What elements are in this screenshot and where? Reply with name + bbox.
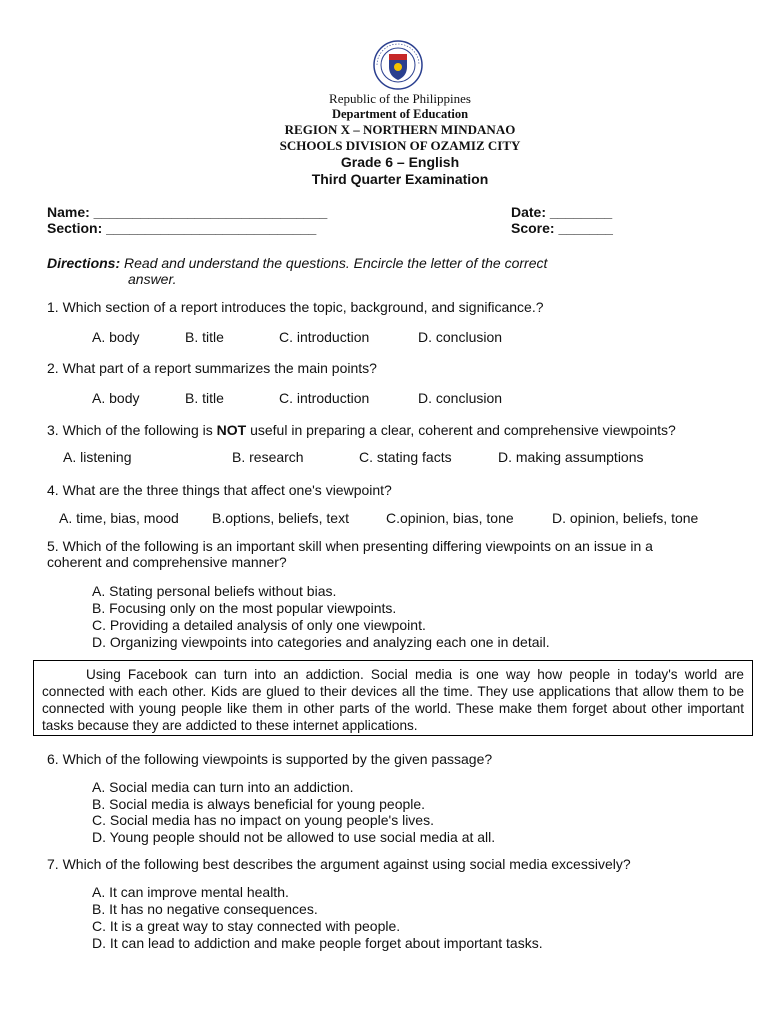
region-line: REGION X – NORTHERN MINDANAO <box>284 122 516 137</box>
q2-option-c[interactable]: C. introduction <box>279 390 370 406</box>
q4-option-a[interactable]: A. time, bias, mood <box>59 510 179 526</box>
q3-option-d[interactable]: D. making assumptions <box>498 449 644 465</box>
q7-option-c[interactable]: C. It is a great way to stay connected with people. <box>92 918 401 934</box>
q6-option-a[interactable]: A. Social media can turn into an addiction. <box>92 779 354 795</box>
department-line: Department of Education <box>331 107 469 121</box>
q5-option-d[interactable]: D. Organizing viewpoints into categories and analyzing each one in detail. <box>92 634 550 650</box>
q6-option-b[interactable]: B. Social media is always beneficial for young people. <box>92 796 426 812</box>
q1-option-d[interactable]: D. conclusion <box>418 329 503 345</box>
q5-option-a[interactable]: A. Stating personal beliefs without bias. <box>92 583 337 599</box>
division-line: SCHOOLS DIVISION OF OZAMIZ CITY <box>279 138 521 153</box>
question-4: 4. What are the three things that affect one's viewpoint? <box>47 482 392 498</box>
question-3 <box>47 422 676 438</box>
q1-option-a[interactable]: A. body <box>92 329 140 345</box>
reading-passage <box>33 660 753 736</box>
section-field: Section: ___________________________ <box>47 220 317 236</box>
deped-seal-logo <box>373 40 423 90</box>
question-5-line2: coherent and comprehensive manner? <box>47 554 287 570</box>
q3-option-a[interactable]: A. listening <box>63 449 132 465</box>
question-2: 2. What part of a report summarizes the main points? <box>47 360 377 376</box>
q3-option-c[interactable]: C. stating facts <box>359 449 452 465</box>
q3-emphasis: NOT <box>216 422 247 438</box>
q2-option-d[interactable]: D. conclusion <box>418 390 503 406</box>
q3-option-b[interactable]: B. research <box>232 449 304 465</box>
q4-option-b[interactable]: B.options, beliefs, text <box>212 510 349 526</box>
score-field: Score: _______ <box>511 220 613 236</box>
republic-line: Republic of the Philippines <box>329 91 471 106</box>
q6-option-c[interactable]: C. Social media has no impact on young people's lives. <box>92 812 434 828</box>
q5-option-c[interactable]: C. Providing a detailed analysis of only one viewpoint. <box>92 617 426 633</box>
q4-option-c[interactable]: C.opinion, bias, tone <box>386 510 514 526</box>
directions <box>47 255 547 271</box>
q4-option-d[interactable]: D. opinion, beliefs, tone <box>552 510 699 526</box>
q2-option-a[interactable]: A. body <box>92 390 140 406</box>
question-5: 5. Which of the following is an important skill when presenting differing viewpoints on an issue in a <box>47 538 653 554</box>
q3-text-post: useful in preparing a clear, coherent and comprehensive viewpoints? <box>246 422 676 438</box>
date-field: Date: ________ <box>511 204 613 220</box>
q7-option-b[interactable]: B. It has no negative consequences. <box>92 901 318 917</box>
q6-option-d[interactable]: D. Young people should not be allowed to use social media at all. <box>92 829 496 845</box>
q2-option-b[interactable]: B. title <box>185 390 224 406</box>
q1-option-c[interactable]: C. introduction <box>279 329 370 345</box>
name-field: Name: ______________________________ <box>47 204 328 220</box>
exam-title: Third Quarter Examination <box>311 171 489 187</box>
directions-line2: answer. <box>128 271 177 287</box>
passage-text: Using Facebook can turn into an addiction. Social media is one way how people in today's world are connected with each other. Kids are glued to their devices all the time. They use applications that allow them to be connected with young people like them in other parts of the world. These make them forget about other important tasks because they are addicted to these internet applications. <box>42 667 744 733</box>
q7-option-a[interactable]: A. It can improve mental health. <box>92 884 289 900</box>
directions-label: Directions: <box>47 255 121 271</box>
question-7: 7. Which of the following best describes the argument against using social media excessively? <box>47 856 631 872</box>
grade-line: Grade 6 – English <box>340 154 460 170</box>
question-1: 1. Which section of a report introduces the topic, background, and significance.? <box>47 299 544 315</box>
q3-text-pre: 3. Which of the following is <box>47 422 217 438</box>
question-6: 6. Which of the following viewpoints is supported by the given passage? <box>47 751 493 767</box>
q7-option-d[interactable]: D. It can lead to addiction and make people forget about important tasks. <box>92 935 543 951</box>
q5-option-b[interactable]: B. Focusing only on the most popular viewpoints. <box>92 600 397 616</box>
q1-option-b[interactable]: B. title <box>185 329 224 345</box>
directions-text: Read and understand the questions. Encircle the letter of the correct <box>120 255 548 271</box>
